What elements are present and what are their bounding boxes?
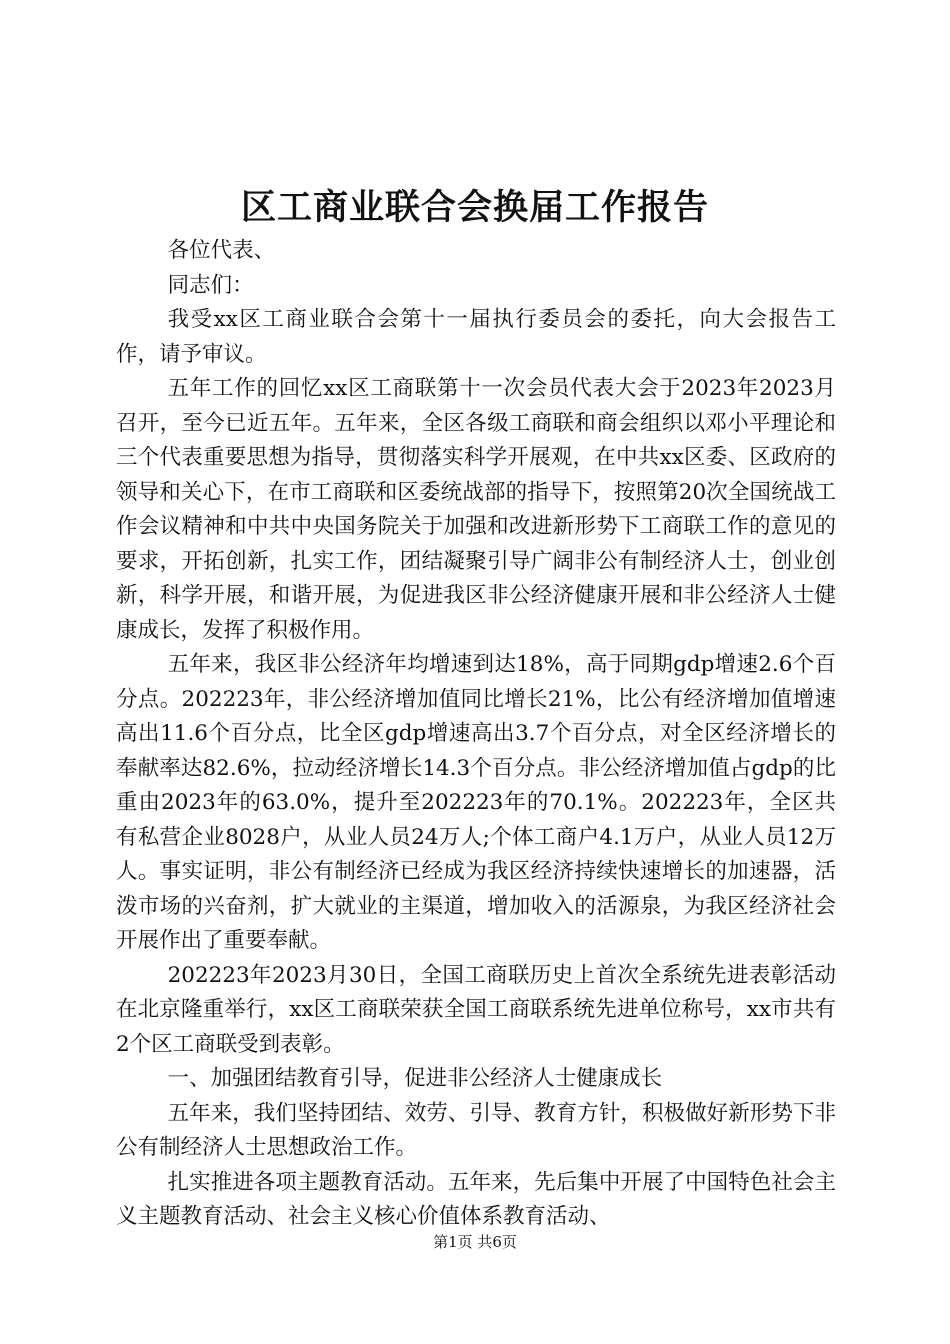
body-paragraph: 五年来，我区非公经济年均增速到达18%，高于同期gdp增速2.6个百分点。202223年，非公经济增加值同比增长21%，比公有经济增加值增速高出11.6个百分点，比全区gdp增速高出3.7个百分点，对全区经济增长的奉献率达82.6%，拉动经济增长14.3个百分点。非公经济增加值占gdp的比重由2023年的63.0%，提升至202223年的70.1%。202223年，全区共有私营企业8028户，从业人员24万人;个体工商户4.1万户，从业人员12万人。事实证明，非公有制经济已经成为我区经济持续快速增长的加速器，活泼市场的兴奋剂，扩大就业的主渠道，增加收入的活源泉，为我区经济社会开展作出了重要奉献。: [116, 652, 836, 953]
body-paragraph: 扎实推进各项主题教育活动。五年来，先后集中开展了中国特色社会主义主题教育活动、社会主义核心价值体系教育活动、: [116, 1169, 836, 1229]
page-number-footer: 第1页 共6页: [433, 1233, 517, 1251]
section-heading: 一、加强团结教育引导，促进非公经济人士健康成长: [167, 1066, 663, 1091]
body-paragraph: 202223年2023月30日，全国工商联历史上首次全系统先进表彰活动在北京隆重举行，xx区工商联荣获全国工商联系统先进单位称号，xx市共有2个区工商联受到表彰。: [116, 962, 836, 1057]
body-paragraph: 我受xx区工商业联合会第十一届执行委员会的委托，向大会报告工作，请予审议。: [116, 307, 836, 367]
body-paragraph: 五年来，我们坚持团结、效劳、引导、教育方针，积极做好新形势下非公有制经济人士思想政治工作。: [116, 1100, 836, 1160]
body-paragraph: 五年工作的回忆xx区工商联第十一次会员代表大会于2023年2023月召开，至今已近五年。五年来，全区各级工商联和商会组织以邓小平理论和三个代表重要思想为指导，贯彻落实科学开展观，在中共xx区委、区政府的领导和关心下，在市工商联和区委统战部的指导下，按照第20次全国统战工作会议精神和中共中央国务院关于加强和改进新形势下工商联工作的意见的要求，开拓创新，扎实工作，团结凝聚引导广阔非公有制经济人士，创业创新，科学开展，和谐开展，为促进我区非公经济健康开展和非公经济人士健康成长，发挥了积极作用。: [116, 376, 836, 643]
document-title: 区工商业联合会换届工作报告: [240, 187, 709, 228]
document-body: [116, 234, 836, 1235]
salutation-line: 同志们：: [167, 272, 254, 298]
salutation-line: 各位代表、: [167, 238, 276, 263]
